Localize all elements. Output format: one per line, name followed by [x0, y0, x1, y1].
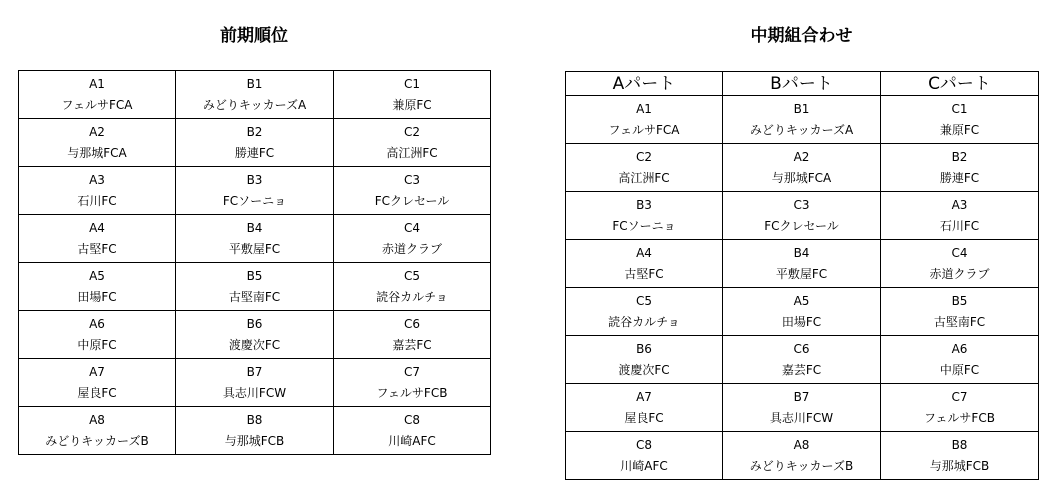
team-name: みどりキッカーズB: [749, 458, 854, 473]
team-name: 古堅FC: [77, 241, 117, 256]
table-cell: [176, 359, 334, 407]
rank-code: C1: [403, 76, 420, 91]
team-name: 石川FC: [939, 218, 980, 233]
table-cell: [334, 119, 491, 167]
rank-code: C5: [635, 293, 652, 308]
rank-code: C6: [403, 316, 420, 331]
rank-code: C8: [403, 412, 420, 427]
rank-code: B6: [246, 316, 263, 331]
table-cell: [566, 96, 723, 144]
team-name: 渡慶次FC: [618, 362, 670, 377]
table-row: [566, 144, 1039, 192]
table-cell: [19, 359, 176, 407]
rank-code: B1: [793, 101, 810, 116]
rank-code: C4: [403, 220, 420, 235]
rank-code: A3: [951, 197, 968, 212]
table-row: [19, 119, 491, 167]
first-half-standings-title: 前期順位: [220, 26, 288, 46]
team-name: 古堅FC: [624, 266, 664, 281]
rank-code: B8: [246, 412, 263, 427]
team-name: 中原FC: [77, 337, 117, 352]
rank-code: C4: [951, 245, 968, 260]
table-cell: [723, 240, 881, 288]
table-cell: [881, 432, 1039, 480]
team-name: 勝連FC: [939, 170, 980, 185]
team-name: FCクレセール: [764, 218, 839, 233]
table-row: [19, 71, 491, 119]
table-cell: [19, 311, 176, 359]
team-name: フェルサFCB: [924, 410, 995, 425]
rank-code: B7: [246, 364, 263, 379]
team-name: みどりキッカーズA: [749, 122, 854, 137]
team-name: 川崎AFC: [620, 458, 668, 473]
table-row: [19, 215, 491, 263]
team-name: フェルサFCA: [61, 97, 133, 112]
rank-code: B8: [951, 437, 968, 452]
table-cell: [334, 167, 491, 215]
table-cell: [19, 263, 176, 311]
rank-code: A7: [89, 364, 105, 379]
rank-code: A7: [636, 389, 652, 404]
table-cell: [566, 384, 723, 432]
table-cell: [334, 407, 491, 455]
table-cell: [723, 288, 881, 336]
table-cell: [176, 167, 334, 215]
team-name: 古堅南FC: [933, 314, 986, 329]
rank-code: B2: [246, 124, 263, 139]
team-name: みどりキッカーズA: [202, 97, 307, 112]
rank-code: A4: [636, 245, 652, 260]
table-row: [19, 359, 491, 407]
table-cell: [176, 215, 334, 263]
rank-code: A5: [89, 268, 105, 283]
table-cell: [334, 71, 491, 119]
table-row: [566, 240, 1039, 288]
rank-code: C2: [635, 149, 652, 164]
team-name: 中原FC: [939, 362, 980, 377]
team-name: 赤道クラブ: [381, 241, 442, 256]
table-row: [566, 336, 1039, 384]
table-cell: [176, 407, 334, 455]
team-name: 田場FC: [781, 314, 822, 329]
mid-season-matchups-title: 中期組合わせ: [750, 26, 853, 46]
rank-code: B3: [636, 197, 652, 212]
team-name: 嘉芸FC: [392, 337, 432, 352]
team-name: 高江洲FC: [386, 145, 438, 160]
table-cell: [723, 432, 881, 480]
table-row: [19, 263, 491, 311]
team-name: 古堅南FC: [228, 289, 281, 304]
rank-code: B7: [793, 389, 810, 404]
rank-code: C8: [635, 437, 652, 452]
rank-code: A1: [636, 101, 652, 116]
table-cell: [723, 144, 881, 192]
table-cell: [881, 384, 1039, 432]
rank-code: A8: [793, 437, 810, 452]
team-name: FCクレセール: [374, 193, 450, 208]
first-half-standings-table: [18, 70, 491, 455]
table-cell: [566, 288, 723, 336]
rank-code: A6: [89, 316, 105, 331]
table-cell: [566, 144, 723, 192]
table-row: [566, 192, 1039, 240]
rank-code: C1: [951, 101, 968, 116]
table-cell: [881, 288, 1039, 336]
mid-season-matchups-table: [565, 71, 1039, 480]
team-name: 具志川FCW: [222, 385, 287, 400]
table-cell: [19, 215, 176, 263]
table-cell: [881, 96, 1039, 144]
rank-code: B1: [246, 76, 263, 91]
rank-code: C3: [403, 172, 420, 187]
rank-code: B4: [246, 220, 263, 235]
team-name: 高江洲FC: [618, 170, 670, 185]
table-cell: [881, 192, 1039, 240]
table-cell: [723, 96, 881, 144]
team-name: 与那城FCA: [67, 145, 127, 160]
table-row: [566, 432, 1039, 480]
table-cell: [566, 336, 723, 384]
table-row: [19, 311, 491, 359]
team-name: フェルサFCA: [608, 122, 680, 137]
team-name: 嘉芸FC: [781, 362, 822, 377]
rank-code: A2: [89, 124, 105, 139]
table-cell: [881, 144, 1039, 192]
rank-code: A4: [89, 220, 105, 235]
team-name: 与那城FCB: [929, 458, 990, 473]
table-cell: [19, 119, 176, 167]
team-name: 平敷屋FC: [775, 266, 828, 281]
team-name: フェルサFCB: [376, 385, 448, 400]
rank-code: B5: [246, 268, 263, 283]
table-cell: [176, 311, 334, 359]
table-row: [566, 96, 1039, 144]
table-cell: [334, 215, 491, 263]
team-name: 屋良FC: [624, 410, 664, 425]
rank-code: C6: [793, 341, 810, 356]
rank-code: C7: [951, 389, 968, 404]
table-cell: [176, 119, 334, 167]
team-name: 与那城FCB: [224, 433, 285, 448]
table-cell: [176, 71, 334, 119]
team-name: 田場FC: [77, 289, 117, 304]
rank-code: C3: [793, 197, 810, 212]
rank-code: A2: [793, 149, 810, 164]
table-cell: [19, 407, 176, 455]
team-name: 兼原FC: [939, 122, 980, 137]
team-name: 兼原FC: [392, 97, 432, 112]
rank-code: B2: [951, 149, 968, 164]
table-row: [19, 407, 491, 455]
team-name: 勝連FC: [234, 145, 275, 160]
table-cell: [334, 263, 491, 311]
rank-code: C7: [403, 364, 420, 379]
table-cell: [723, 384, 881, 432]
team-name: みどりキッカーズB: [45, 433, 149, 448]
team-name: 川崎AFC: [388, 433, 436, 448]
rank-code: A8: [89, 412, 105, 427]
table-cell: [881, 240, 1039, 288]
table-row: [566, 384, 1039, 432]
rank-code: B6: [636, 341, 652, 356]
rank-code: A3: [89, 172, 105, 187]
team-name: 読谷カルチョ: [608, 314, 680, 329]
rank-code: B4: [793, 245, 810, 260]
rank-code: C2: [403, 124, 420, 139]
rank-code: A6: [951, 341, 968, 356]
column-header-b-part: Bパート: [723, 72, 881, 96]
table-row: [566, 288, 1039, 336]
rank-code: B5: [951, 293, 968, 308]
team-name: 渡慶次FC: [228, 337, 281, 352]
rank-code: C5: [403, 268, 420, 283]
team-name: 屋良FC: [77, 385, 117, 400]
team-name: FCソーニョ: [612, 218, 676, 233]
table-cell: [566, 240, 723, 288]
table-cell: [19, 71, 176, 119]
team-name: 与那城FCA: [771, 170, 832, 185]
column-header-a-part: Aパート: [566, 72, 723, 96]
table-header-row: [566, 72, 1039, 96]
table-cell: [334, 311, 491, 359]
table-cell: [881, 336, 1039, 384]
team-name: 赤道クラブ: [929, 266, 990, 281]
team-name: FCソーニョ: [222, 193, 287, 208]
team-name: 石川FC: [77, 193, 117, 208]
column-header-c-part: Cパート: [881, 72, 1039, 96]
table-cell: [723, 192, 881, 240]
table-cell: [566, 432, 723, 480]
team-name: 具志川FCW: [769, 410, 834, 425]
rank-code: A1: [89, 76, 105, 91]
table-row: [19, 167, 491, 215]
table-cell: [723, 336, 881, 384]
table-cell: [176, 263, 334, 311]
table-cell: [566, 192, 723, 240]
rank-code: A5: [793, 293, 810, 308]
team-name: 平敷屋FC: [228, 241, 281, 256]
team-name: 読谷カルチョ: [376, 289, 448, 304]
table-cell: [334, 359, 491, 407]
rank-code: B3: [246, 172, 263, 187]
table-cell: [19, 167, 176, 215]
